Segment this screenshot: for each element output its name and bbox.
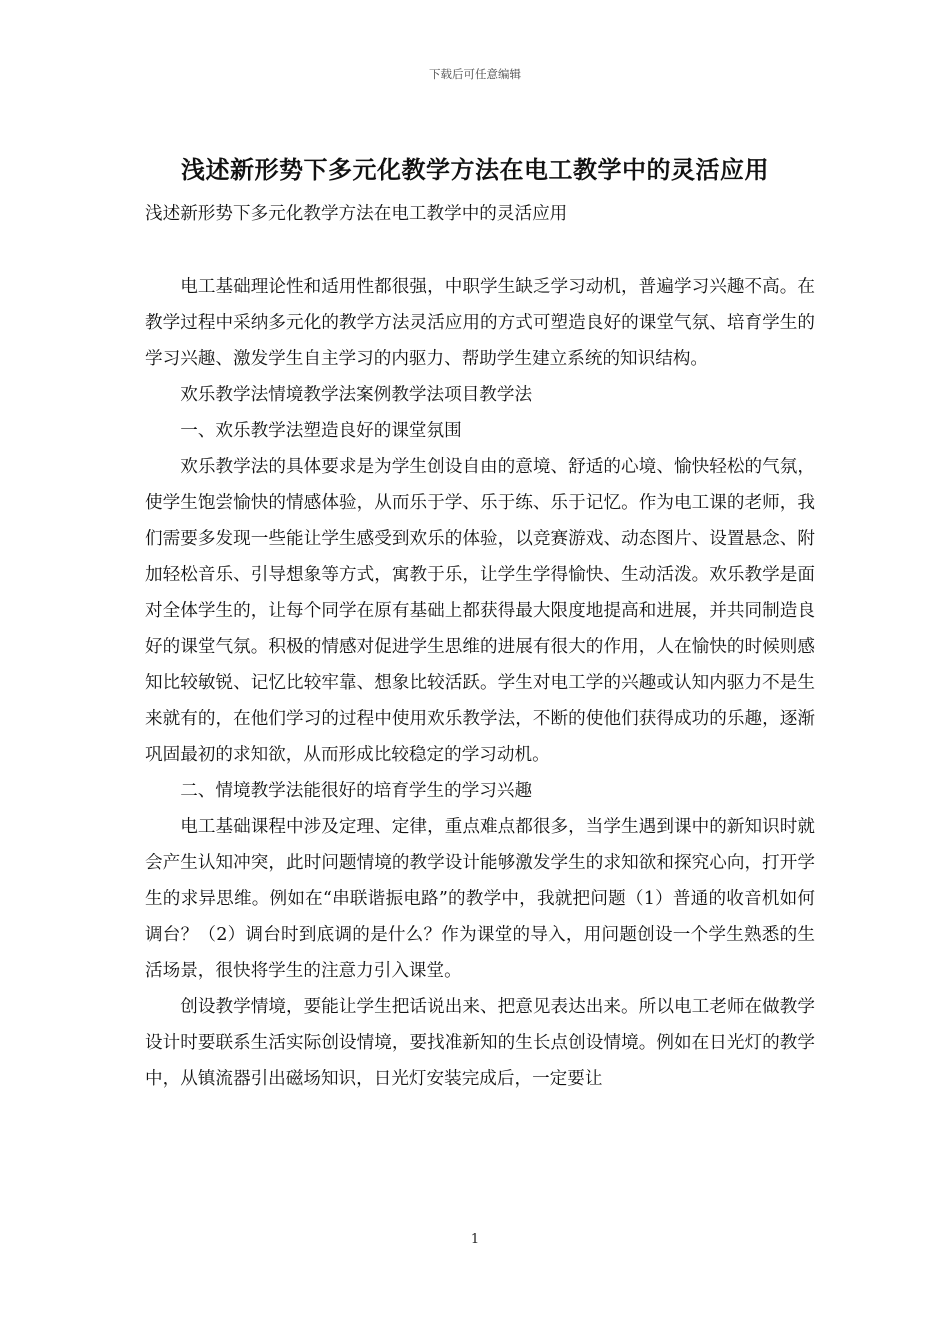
document-title: 浅述新形势下多元化教学方法在电工教学中的灵活应用 [181,155,769,184]
abstract-paragraph: 电工基础理论性和适用性都很强，中职学生缺乏学习动机，普遍学习兴趣不高。在教学过程中采纳多元化的教学方法灵活应用的方式可塑造良好的课堂气氛、培育学生的学习兴趣、激发学生自主学习的内驱力、帮助学生建立系统的知识结构。 [145,277,815,369]
section-2-paragraph-1: 电工基础课程中涉及定理、定律，重点难点都很多，当学生遇到课中的新知识时就会产生认知冲突，此时问题情境的教学设计能够激发学生的求知欲和探究心向，打开学生的求异思维。例如在“串联谐振电路”的教学中，我就把问题（1）普通的收音机如何调台？（2）调台时到底调的是什么？作为课堂的导入，用问题创设一个学生熟悉的生活场景，很快将学生的注意力引入课堂。 [145,817,815,981]
header-note: 下载后可任意编辑 [429,67,521,81]
section-heading-2: 二、情境教学法能很好的培育学生的学习兴趣 [180,781,533,801]
document-body [145,269,815,1097]
section-1-paragraph: 欢乐教学法的具体要求是为学生创设自由的意境、舒适的心境、愉快轻松的气氛，使学生饱尝愉快的情感体验，从而乐于学、乐于练、乐于记忆。作为电工课的老师，我们需要多发现一些能让学生感受到欢乐的体验，以竞赛游戏、动态图片、设置悬念、附加轻松音乐、引导想象等方式，寓教于乐，让学生学得愉快、生动活泼。欢乐教学是面对全体学生的，让每个同学在原有基础上都获得最大限度地提高和进展，并共同制造良好的课堂气氛。积极的情感对促进学生思维的进展有很大的作用，人在愉快的时候则感知比较敏锐、记忆比较牢靠、想象比较活跃。学生对电工学的兴趣或认知内驱力不是生来就有的，在他们学习的过程中使用欢乐教学法，不断的使他们获得成功的乐趣，逐渐巩固最初的求知欲，从而形成比较稳定的学习动机。 [145,457,815,765]
keywords-line: 欢乐教学法情境教学法案例教学法项目教学法 [180,385,533,405]
document-subtitle: 浅述新形势下多元化教学方法在电工教学中的灵活应用 [145,204,568,224]
section-heading-1: 一、欢乐教学法塑造良好的课堂氛围 [180,421,462,441]
page-number: 1 [470,1232,480,1247]
section-2-paragraph-2: 创设教学情境，要能让学生把话说出来、把意见表达出来。所以电工老师在做教学设计时要联系生活实际创设情境，要找准新知的生长点创设情境。例如在日光灯的教学中，从镇流器引出磁场知识，日光灯安装完成后，一定要让 [145,997,815,1089]
